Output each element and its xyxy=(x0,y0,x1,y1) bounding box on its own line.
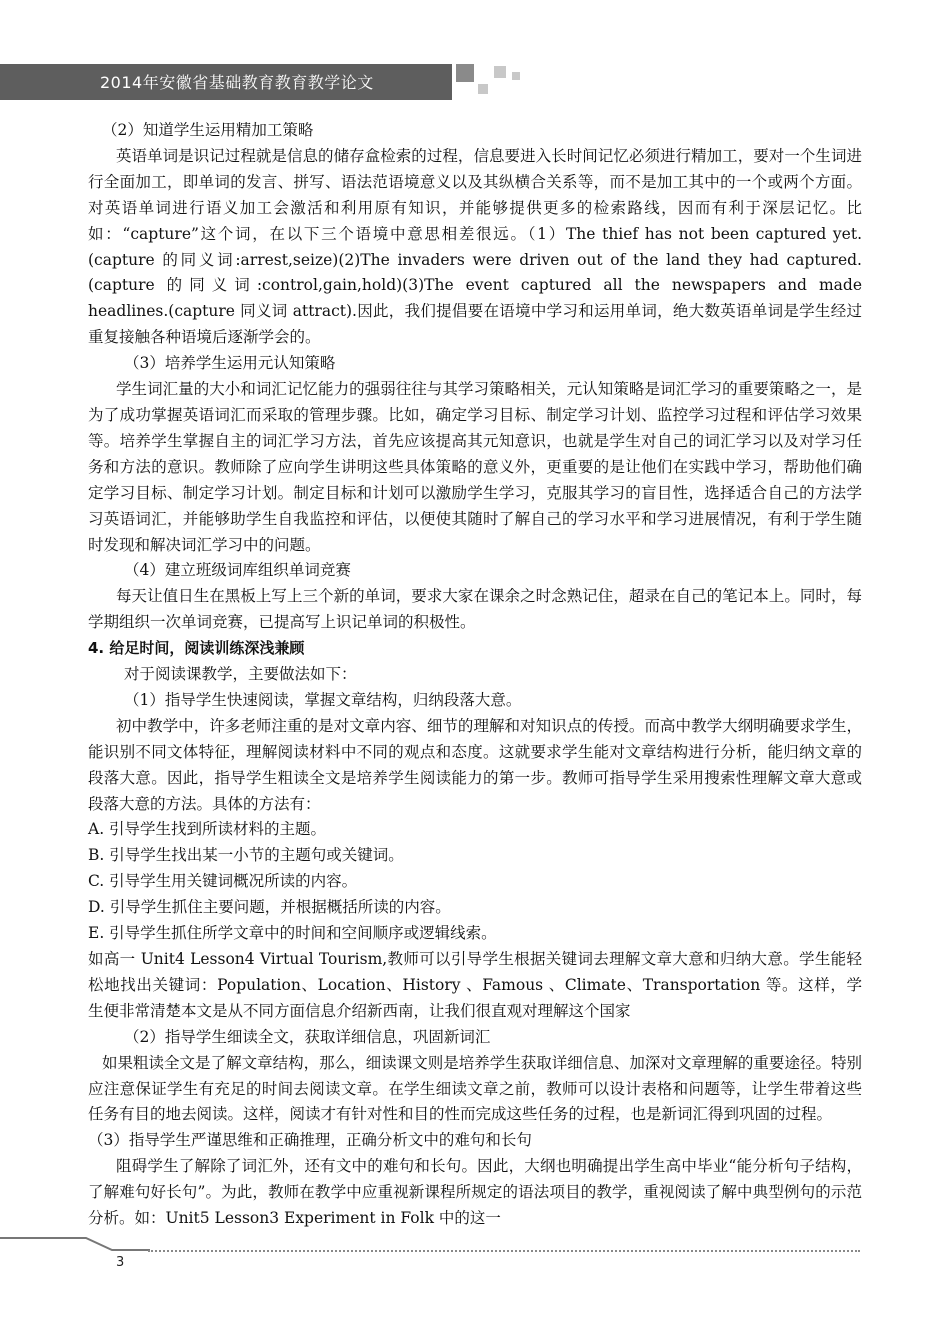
footer-corner-decoration xyxy=(0,1232,150,1272)
list-item: C. 引导学生用关键词概况所读的内容。 xyxy=(88,872,358,891)
list-item: D. 引导学生抓住主要问题，并根据概括所读的内容。 xyxy=(88,898,451,917)
list-item: B. 引导学生找出某一小节的主题句或关键词。 xyxy=(88,846,404,865)
section-heading: （4）建立班级词库组织单词竞赛 xyxy=(124,561,351,580)
page-number: 3 xyxy=(116,1255,125,1270)
paragraph: 如高一 Unit4 Lesson4 Virtual Tourism,教师可以引导学生根据关键词去理解文章大意和归纳大意。学生能轻松地找出关键词：Population、Location、History 、Famous 、Climate、Transportation 等。这样，学生便非常清楚本文是从不同方面信息介绍新西南，让我们很直观对理解这个国家 xyxy=(88,950,862,1020)
decor-square xyxy=(512,72,520,80)
paragraph: 阻碍学生了解除了词汇外，还有文中的难句和长句。因此，大纲也明确提出学生高中毕业“能分析句子结构，了解难句好长句”。为此，教师在教学中应重视新课程所规定的语法项目的教学，重视阅读了解中典型例句的示范分析。如：Unit5 Lesson3 Experiment in Folk 中的这一 xyxy=(88,1157,862,1228)
header-title: 2014年安徽省基础教育教育教学论文 xyxy=(100,73,374,92)
paragraph: 学生词汇量的大小和词汇记忆能力的强弱往往与其学习策略相关，元认知策略是词汇学习的重要策略之一，是为了成功掌握英语词汇而采取的管理步骤。比如，确定学习目标、制定学习计划、监控学习过程和评估学习效果等。培养学生掌握自主的词汇学习方法，首先应该提高其元知意识，也就是学生对自己的词汇学习以及对学习任务和方法的意识。教师除了应向学生讲明这些具体策略的意义外，更重要的是让他们在实践中学习，帮助他们确定学习目标、制定学习计划。制定目标和计划可以激励学生学习，克服其学习的盲目性，选择适合自己的方法学习英语词汇，并能够助学生自我监控和评估，以便使其随时了解自己的学习水平和学习进展情况，有利于学生随时发现和解决词汇学习中的问题。 xyxy=(88,380,862,554)
document-body xyxy=(88,118,862,1232)
paragraph: 如果粗读全文是了解文章结构，那么，细读课文则是培养学生获取详细信息、加深对文章理解的重要途径。特别应注意保证学生有充足的时间去阅读文章。在学生细读文章之前，教师可以设计表格和问题等，让学生带着这些任务有目的地去阅读。这样，阅读才有针对性和目的性而完成这些任务的过程，也是新词汇得到巩固的过程。 xyxy=(88,1053,862,1124)
list-item: E. 引导学生抓住所学文章中的时间和空间顺序或逻辑线索。 xyxy=(88,924,497,943)
section-heading: （2）知道学生运用精加工策略 xyxy=(102,121,314,139)
paragraph: 英语单词是识记过程就是信息的储存盒检索的过程，信息要进入长时间记忆必须进行精加工，要对一个生词进行全面加工，即单词的发言、拼写、语法范语境意义以及其纵横合关系等，而不是加工其中的一个或两个方面。对英语单词进行语义加工会激活和利用原有知识，并能够提供更多的检索路线，因而有利于深层记忆。比如：“capture”这个词，在以下三个语境中意思相差很远。（1）The thief has not been captured yet.(capture 的同义词:arrest,seize)(2)The invaders were driven out of the land they had captured.(capture 的同义词:control,gain,hold)(3)The event captured all the newspapers and made headlines.(capture 同义词 attract).因此，我们提倡要在语境中学习和运用单词，绝大数英语单词是学生经过重复接触各种语境后逐渐学会的。 xyxy=(88,146,862,347)
footer-dotted-rule xyxy=(148,1250,860,1252)
paragraph: 每天让值日生在黑板上写上三个新的单词，要求大家在课余之时念熟记住，超录在自己的笔记本上。同时，每学期组织一次单词竞赛，已提高写上识记单词的积极性。 xyxy=(88,587,862,632)
decor-square xyxy=(494,66,506,78)
paragraph: 对于阅读课教学，主要做法如下： xyxy=(124,665,357,684)
list-item: A. 引导学生找到所读材料的主题。 xyxy=(88,820,327,839)
section-heading: （3）指导学生严谨思维和正确推理，正确分析文中的难句和长句 xyxy=(88,1131,532,1150)
section-heading: （3）培养学生运用元认知策略 xyxy=(124,354,336,373)
section-heading-4: 4. 给足时间，阅读训练深浅兼顾 xyxy=(88,639,305,658)
decor-square xyxy=(478,84,488,94)
section-heading: （2）指导学生细读全文，获取详细信息，巩固新词汇 xyxy=(124,1027,491,1046)
paragraph: 初中教学中，许多老师注重的是对文章内容、细节的理解和对知识点的传授。而高中教学大纲明确要求学生，能识别不同文体特征，理解阅读材料中不同的观点和态度。这就要求学生能对文章结构进行分析，能归纳文章的段落大意。因此，指导学生粗读全文是培养学生阅读能力的第一步。教师可指导学生采用搜索性理解文章大意或段落大意的方法。具体的方法有： xyxy=(88,716,862,813)
section-heading: （1）指导学生快速阅读，掌握文章结构，归纳段落大意。 xyxy=(124,690,522,709)
decor-square xyxy=(456,64,474,82)
